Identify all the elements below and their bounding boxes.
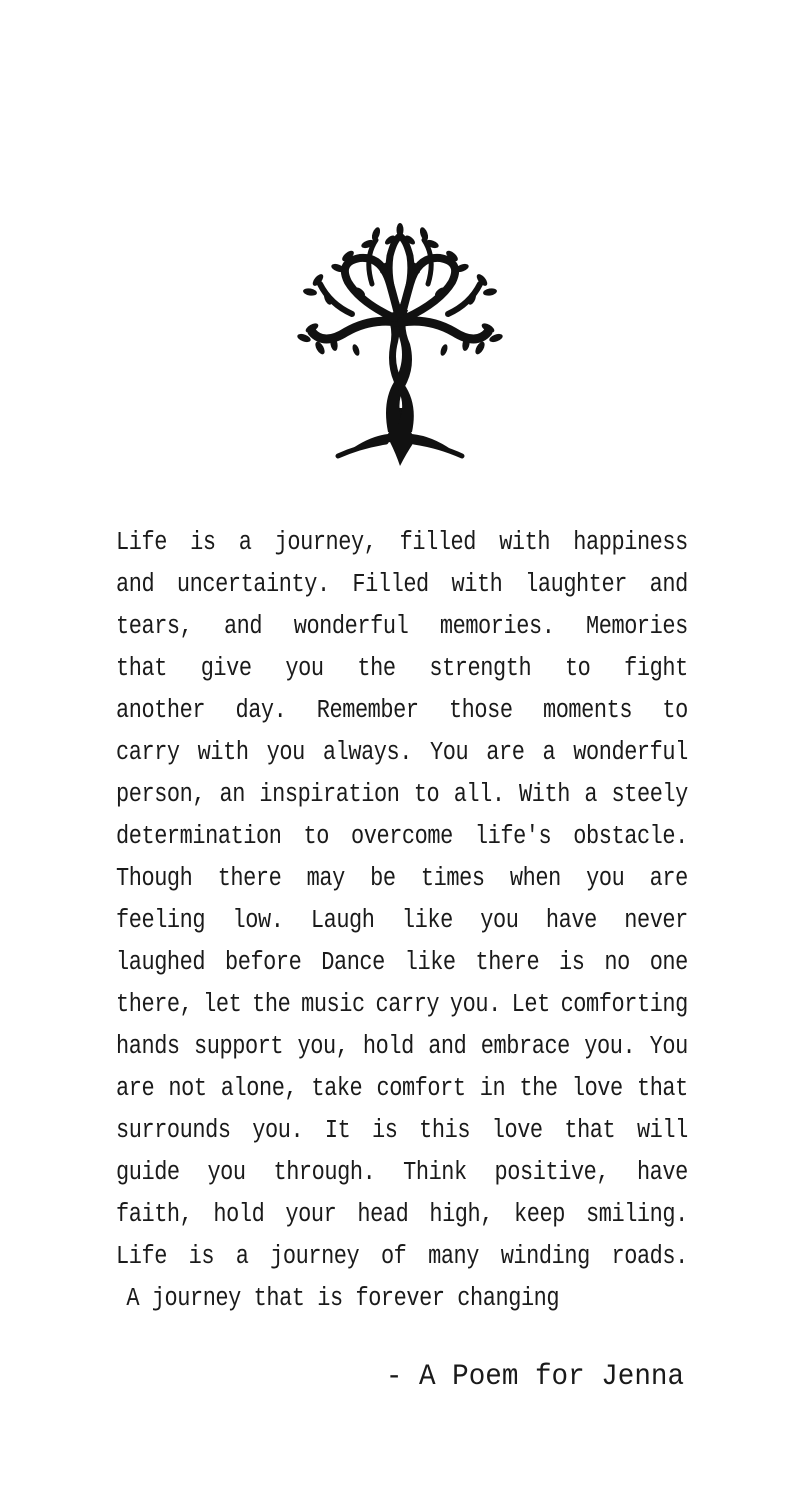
tree-of-life-icon (290, 222, 510, 474)
poem-word: are (486, 738, 525, 767)
poem-word: have (636, 1158, 688, 1187)
poem-word: you. (449, 990, 501, 1019)
poem-word: be (370, 864, 396, 893)
poem-word: there, (116, 990, 193, 1019)
poem-word: many (428, 1242, 480, 1271)
poem-word: and (116, 570, 155, 599)
poem-word: there (475, 948, 540, 977)
poem-word: is (559, 948, 585, 977)
poem-word: those (448, 696, 513, 725)
poem-word: take (311, 1074, 363, 1103)
poem-line (116, 606, 688, 648)
poem-word: to (564, 654, 591, 683)
poem-line (116, 942, 688, 984)
poem-word: to (303, 822, 329, 851)
poem-word: no (604, 948, 630, 977)
poem-word: hands (116, 1032, 180, 1061)
poem-word: is (188, 1242, 215, 1271)
poem-word: not (168, 1074, 207, 1103)
poem-line (116, 1110, 688, 1152)
poem-word: an (219, 780, 245, 809)
poem-word: one (649, 948, 688, 977)
poem-word: strength (429, 654, 532, 683)
poem-line (116, 648, 688, 690)
poem-word: this (419, 1116, 471, 1145)
poem-word: A journey that is forever changing (126, 1284, 560, 1313)
poem-word: life's (474, 822, 552, 851)
poem-word: person, (116, 780, 206, 809)
poem-word: low. (232, 906, 284, 935)
poem-word: alone, (220, 1074, 298, 1103)
poem-word: Life (116, 528, 167, 557)
poem-word: winding (500, 1242, 590, 1271)
poem-word: all. (453, 780, 505, 809)
poem-word: high, (429, 1200, 494, 1229)
poem-word: are (649, 864, 688, 893)
poem-word: is (190, 528, 216, 557)
poem-word: have (545, 906, 597, 935)
poem-word: embrace (480, 1032, 570, 1061)
poem-word: comforting (560, 990, 688, 1019)
poem-word: memories. (439, 612, 555, 641)
poem-word: when (509, 864, 561, 893)
poem-word: feeling (116, 906, 206, 935)
poem-word: moments (542, 696, 633, 725)
poem-word: the (252, 990, 291, 1019)
poem-line (116, 900, 688, 942)
poem-word: Life (116, 1242, 167, 1271)
poem-word: Remember (316, 696, 419, 725)
poem-word: you. (252, 1116, 304, 1145)
poem-word: It (324, 1116, 351, 1145)
poem-line (116, 1194, 688, 1236)
poem-word: smiling. (586, 1200, 688, 1229)
poem-word: Laugh (310, 906, 375, 935)
poem-word: day. (235, 696, 287, 725)
poem-word: guide (116, 1158, 180, 1187)
poem-word: laughter (525, 570, 627, 599)
poem-signature: - A Poem for Jenna (385, 1360, 684, 1394)
poem-word: wonderful (573, 738, 688, 767)
poem-word: your (285, 1200, 337, 1229)
poem-word: in (479, 1074, 506, 1103)
poem-word: like (401, 906, 453, 935)
poem-line (116, 858, 688, 900)
poem-word: that (636, 1074, 688, 1103)
poem-word: You (430, 738, 469, 767)
poem-word: Memories (586, 612, 688, 641)
poem-word: music (301, 990, 365, 1019)
poem-word: filled (399, 528, 477, 557)
poem-word: you (266, 738, 305, 767)
poem-line (116, 816, 688, 858)
poem-word: of (380, 1242, 407, 1271)
poem-word: a (238, 528, 252, 557)
poem-word: roads. (611, 1242, 688, 1271)
poem-word: love (491, 1116, 543, 1145)
poem-word: like (404, 948, 456, 977)
poem-word: faith, (116, 1200, 193, 1229)
poem-word: are (116, 1074, 155, 1103)
poem-word: and (223, 612, 263, 641)
poem-word: hold (362, 1032, 414, 1061)
poem-word: positive, (494, 1158, 610, 1187)
poem-word: with (499, 528, 551, 557)
poem-word: obstacle. (573, 822, 688, 851)
poem-word: overcome (351, 822, 453, 851)
poem-word: journey, (274, 528, 377, 557)
poem-word: laughed (116, 948, 206, 977)
poem-word: to (662, 696, 688, 725)
poem-line (116, 1068, 688, 1110)
poem-body (116, 522, 688, 1320)
poem-word: hold (213, 1200, 265, 1229)
poem-line (116, 564, 688, 606)
poem-word: with (451, 570, 503, 599)
poem-word: there (217, 864, 282, 893)
poem-word: always. (322, 738, 413, 767)
poem-word: keep (514, 1200, 565, 1229)
poem-word: fight (624, 654, 688, 683)
poem-word: with (197, 738, 249, 767)
poem-word: the (519, 1074, 558, 1103)
poem-word: comfort (376, 1074, 466, 1103)
poem-line (116, 774, 688, 816)
poem-word: before (224, 948, 302, 977)
poem-word: you (586, 864, 625, 893)
poem-word: Let (511, 990, 550, 1019)
poem-word: Filled (352, 570, 429, 599)
poem-word: a (584, 780, 598, 809)
poem-word: Though (116, 864, 193, 893)
poem-word: determination (116, 822, 282, 851)
poem-word: You (649, 1032, 688, 1061)
poem-word: the (357, 654, 396, 683)
poem-word: let (203, 990, 242, 1019)
poem-word: you. (584, 1032, 636, 1061)
poem-word: carry (375, 990, 440, 1019)
poem-word: uncertainty. (176, 570, 330, 599)
poem-word: wonderful (293, 612, 409, 641)
poem-word: you (285, 654, 324, 683)
poem-word: another (116, 696, 206, 725)
poem-word: steely (611, 780, 688, 809)
poem-word: you (207, 1158, 246, 1187)
poem-word: is (371, 1116, 398, 1145)
poem-word: that (564, 1116, 616, 1145)
poem-line (116, 1026, 688, 1068)
poem-line (116, 732, 688, 774)
poem-line (116, 1236, 688, 1278)
poem-word: times (420, 864, 485, 893)
poem-word: Dance (321, 948, 385, 977)
poem-word: a (235, 1242, 249, 1271)
poem-word: journey (270, 1242, 360, 1271)
poem-word: through. (273, 1158, 376, 1187)
poem-line (116, 1152, 688, 1194)
poem-word: love (571, 1074, 623, 1103)
poem-word: a (542, 738, 556, 767)
poem-line (116, 522, 688, 564)
poem-word: give (200, 654, 252, 683)
poem-line (116, 984, 688, 1026)
poem-word: head (357, 1200, 409, 1229)
poem-word: you, (297, 1032, 349, 1061)
poem-word: may (306, 864, 345, 893)
poem-word: never (624, 906, 688, 935)
poem-word: that (116, 654, 167, 683)
poem-word: carry (116, 738, 180, 767)
poem-word: and (649, 570, 688, 599)
poem-word: you (480, 906, 519, 935)
poem-word: surrounds (116, 1116, 231, 1145)
poem-word: With (519, 780, 570, 809)
poem-word: tears, (116, 612, 193, 641)
poem-word: Think (403, 1158, 467, 1187)
poem-line (116, 1278, 688, 1320)
poem-word: and (428, 1032, 467, 1061)
poem-word: inspiration (259, 780, 400, 809)
poem-word: to (413, 780, 440, 809)
poem-line (116, 690, 688, 732)
poem-word: will (636, 1116, 688, 1145)
poem-word: happiness (573, 528, 688, 557)
poem-word: support (194, 1032, 284, 1061)
